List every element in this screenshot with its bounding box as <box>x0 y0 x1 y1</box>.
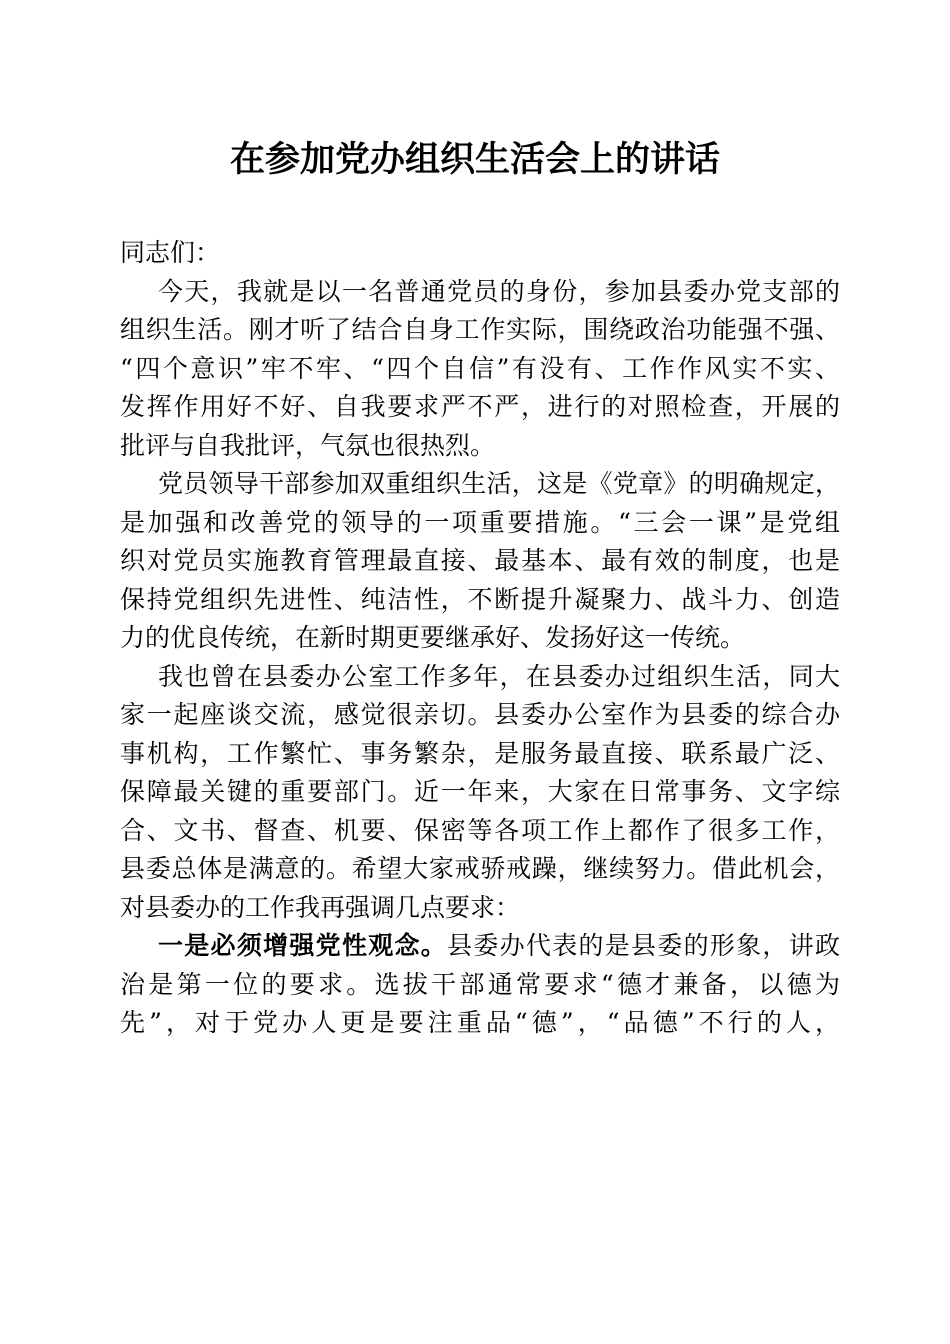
salutation: 同志们： <box>120 238 221 267</box>
paragraph-line: 事机构，工作繁忙、事务繁杂，是服务最直接、联系最广泛、 <box>120 738 840 768</box>
paragraph-line: 组织生活。刚才听了结合自身工作实际，围绕政治功能强不强、 <box>120 315 840 344</box>
paragraph-line: 保持党组织先进性、纯洁性，不断提升凝聚力、战斗力、创造 <box>120 584 840 614</box>
paragraph-line: 力的优良传统，在新时期更要继承好、发扬好这一传统。 <box>120 623 746 652</box>
paragraph-3 <box>120 658 840 928</box>
paragraph-bold-lead: 一是必须增强党性观念。 <box>158 931 448 960</box>
paragraph-line: 我也曾在县委办公室工作多年，在县委办过组织生活，同大 <box>158 661 840 691</box>
document-body <box>120 234 840 1043</box>
paragraph-line-rest: 县委办代表的是县委的形象，讲政 <box>447 931 840 960</box>
paragraph-line: 党员领导干部参加双重组织生活，这是《党章》的明确规定， <box>158 469 840 498</box>
paragraph-line: 是加强和改善党的领导的一项重要措施。“三会一课”是党组 <box>120 507 840 537</box>
paragraph-1 <box>120 273 840 466</box>
paragraph-4 <box>120 927 840 1043</box>
paragraph-line: 对县委办的工作我再强调几点要求： <box>120 892 521 922</box>
paragraph-2 <box>120 465 840 658</box>
paragraph-line: 保障最关键的重要部门。近一年来，大家在日常事务、文字综 <box>120 777 840 806</box>
paragraph-line: 县委总体是满意的。希望大家戒骄戒躁，继续努力。借此机会， <box>120 854 840 883</box>
paragraph-line: 家一起座谈交流，感觉很亲切。县委办公室作为县委的综合办 <box>120 700 840 729</box>
paragraph-line: “四个意识”牢不牢、“四个自信”有没有、工作作风实不实、 <box>120 353 840 383</box>
paragraph-line: 今天，我就是以一名普通党员的身份，参加县委办党支部的 <box>158 276 840 306</box>
paragraph-line <box>120 927 840 966</box>
paragraph-line: 织对党员实施教育管理最直接、最基本、最有效的制度，也是 <box>120 546 840 575</box>
paragraph-line: 合、文书、督查、机要、保密等各项工作上都作了很多工作， <box>120 815 840 845</box>
paragraph-line: 治是第一位的要求。选拔干部通常要求“德才兼备，以德为 <box>120 969 840 999</box>
paragraph-line: 先”，对于党办人更是要注重品“德”，“品德”不行的人， <box>120 1008 840 1037</box>
paragraph-line: 发挥作用好不好、自我要求严不严，进行的对照检查，开展的 <box>120 392 840 421</box>
paragraph-line: 批评与自我批评，气氛也很热烈。 <box>120 430 496 460</box>
page-title: 在参加党办组织生活会上的讲话 <box>229 139 720 180</box>
